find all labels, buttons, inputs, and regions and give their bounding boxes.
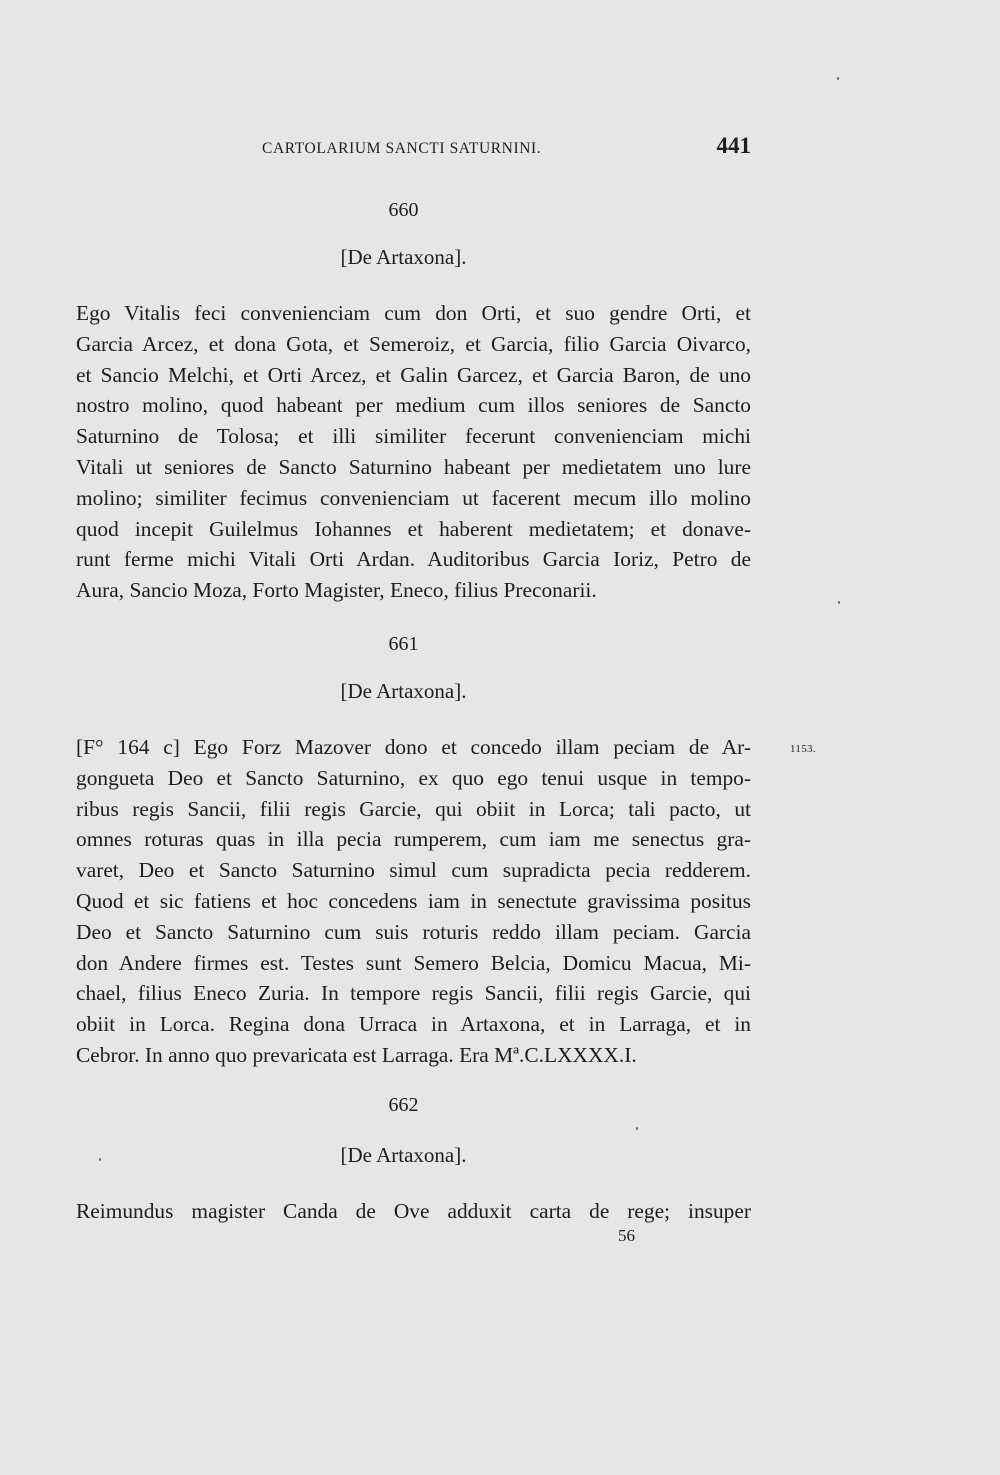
text-line: Garcia Arcez, et dona Gota, et Semeroiz, et Garcia, filio Garcia Oivarco,: [76, 331, 751, 356]
print-speck: [838, 601, 840, 604]
charter-text: [56, 298, 751, 606]
charter-number: 660: [388, 199, 419, 221]
charter-place: [De Artaxona].: [340, 679, 467, 703]
text-line: Ego Vitalis feci convenienciam cum don Orti, et suo gendre Orti, et: [76, 301, 751, 325]
text-line: Vitali ut seniores de Sancto Saturnino habeant per medietatem uno lure: [76, 454, 751, 479]
running-title: CARTOLARIUM SANCTI SATURNINI.: [262, 140, 542, 157]
charter-number: 661: [388, 633, 419, 655]
charter-place: [De Artaxona].: [340, 245, 467, 269]
text-line: et Sancio Melchi, et Orti Arcez, et Galin Garcez, et Garcia Baron, de uno: [76, 362, 751, 387]
margin-year: 1153.: [790, 743, 816, 755]
text-line: Cebror. In anno quo prevaricata est Larraga. Era Mª.C.LXXXX.I.: [76, 1042, 637, 1067]
text-line: omnes roturas quas in illa pecia rumperem, cum iam me senectus gra-: [76, 827, 751, 852]
charter-number: 662: [388, 1094, 419, 1116]
text-line: obiit in Lorca. Regina dona Urraca in Artaxona, et in Larraga, et in: [76, 1012, 751, 1037]
text-line: chael, filius Eneco Zuria. In tempore regis Sancii, filii regis Garcie, qui: [76, 981, 751, 1006]
text-line: gongueta Deo et Sancto Saturnino, ex quo ego tenui usque in tempo-: [76, 765, 751, 790]
print-speck: [837, 77, 839, 80]
text-line: [F° 164 c] Ego Forz Mazover dono et concedo illam peciam de Ar-: [76, 735, 751, 759]
signature-mark: 56: [618, 1226, 635, 1245]
text-line: Deo et Sancto Saturnino cum suis roturis reddo illam peciam. Garcia: [76, 919, 751, 944]
text-line: runt ferme michi Vitali Orti Ardan. Auditoribus Garcia Ioriz, Petro de: [76, 547, 751, 572]
running-head: [56, 133, 751, 159]
charter-place: [De Artaxona].: [340, 1143, 467, 1167]
page-number: 441: [716, 133, 751, 158]
text-line: Saturnino de Tolosa; et illi similiter fecerunt convenienciam michi: [76, 424, 751, 449]
charter-text: [56, 1196, 751, 1227]
text-line: varet, Deo et Sancto Saturnino simul cum supradicta pecia redderem.: [76, 858, 751, 883]
print-speck: [636, 1127, 638, 1130]
charter-text: [56, 732, 751, 1071]
text-line: Quod et sic fatiens et hoc concedens iam in senectute gravissima positus: [76, 888, 751, 913]
text-line: nostro molino, quod habeant per medium cum illos seniores de Sancto: [76, 393, 751, 418]
text-line: don Andere firmes est. Testes sunt Semero Belcia, Domicu Macua, Mi-: [76, 950, 751, 975]
text-line: quod incepit Guilelmus Iohannes et haberent medietatem; et donave-: [76, 516, 751, 541]
text-line: Aura, Sancio Moza, Forto Magister, Eneco, filius Preconarii.: [76, 578, 597, 603]
text-line: molino; similiter fecimus convenienciam ut facerent mecum illo molino: [76, 485, 751, 510]
text-line: Reimundus magister Canda de Ove adduxit carta de rege; insuper: [76, 1199, 751, 1223]
print-speck: [99, 1158, 101, 1161]
text-line: ribus regis Sancii, filii regis Garcie, qui obiit in Lorca; tali pacto, ut: [76, 796, 751, 821]
